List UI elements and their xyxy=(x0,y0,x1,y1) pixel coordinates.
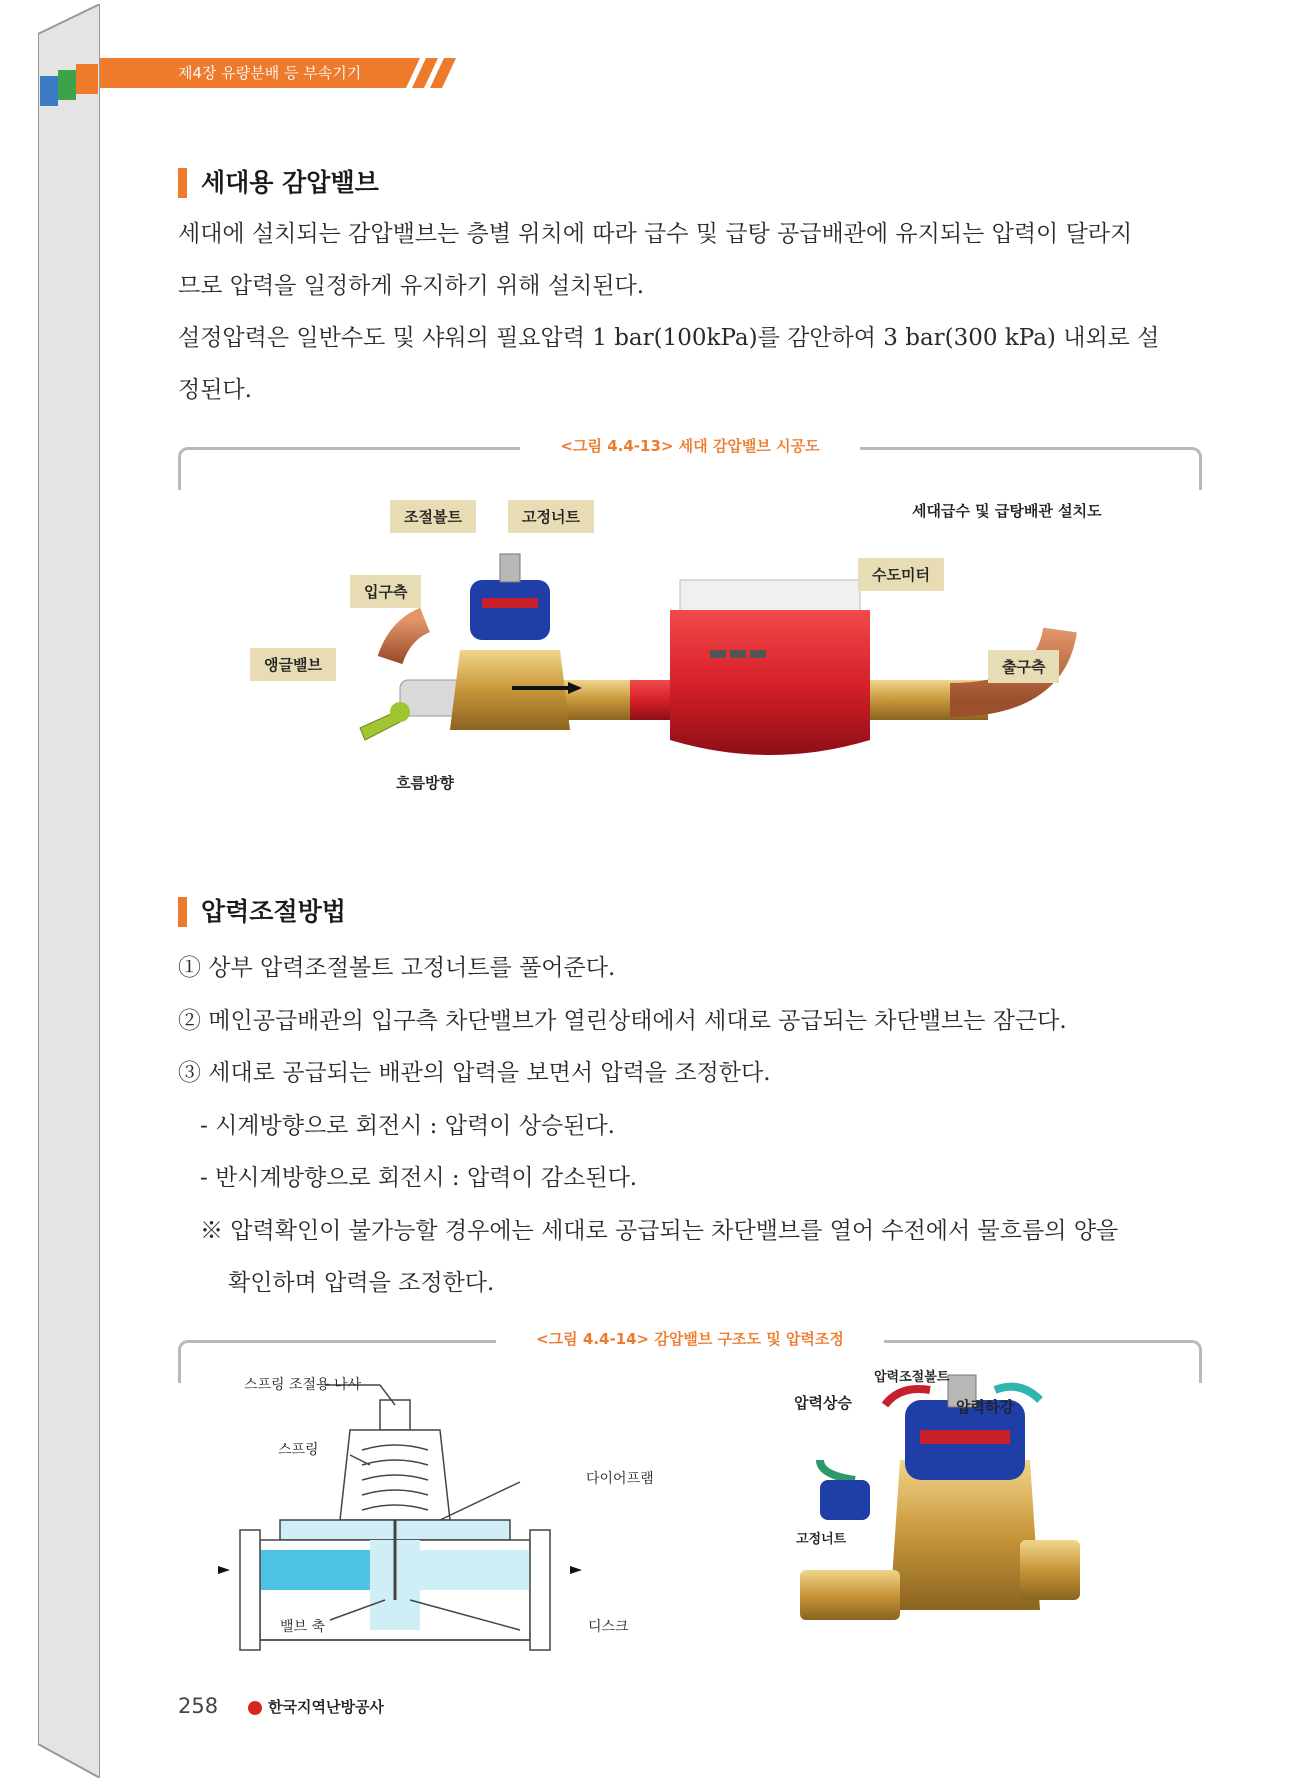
figure1-frame xyxy=(178,437,1202,490)
logo-mark-icon xyxy=(248,1701,262,1715)
list-item: ② 메인공급배관의 입구측 차단밸브가 열린상태에서 세대로 공급되는 차단밸브는 잠근다. xyxy=(178,1007,1067,1034)
list-item: ③ 세대로 공급되는 배관의 압력을 보면서 압력을 조정한다. xyxy=(178,1060,771,1086)
list-item: - 반시계방향으로 회전시 : 압력이 감소된다. xyxy=(200,1165,638,1191)
callout-angle-valve: 앵글밸브 xyxy=(250,648,336,681)
label-pressure-bolt: 압력조절볼트 xyxy=(874,1370,950,1385)
label-spring-screw: 스프링 조절용 나사 xyxy=(244,1377,362,1393)
paragraph-line: 므로 압력을 일정하게 유지하기 위해 설치된다. xyxy=(178,273,645,299)
label-flow-direction: 흐름방향 xyxy=(396,774,454,792)
label-diaphragm: 다이어프램 xyxy=(586,1471,654,1487)
callout-water-meter: 수도미터 xyxy=(858,558,944,591)
label-disc: 디스크 xyxy=(588,1619,629,1635)
paragraph-line: 세대에 설치되는 감압밸브는 층별 위치에 따라 급수 및 급탕 공급배관에 유지되는 압력이 달라지 xyxy=(178,221,1133,247)
label-pressure-up: 압력상승 xyxy=(794,1394,852,1412)
adjust-steps-list xyxy=(178,942,1208,1310)
paragraph-line: 정된다. xyxy=(178,377,252,403)
chapter-header xyxy=(100,58,400,88)
pressure-adjust-illustration xyxy=(780,1370,1110,1670)
callout-outlet: 출구측 xyxy=(988,650,1059,683)
label-pressure-down: 압력하강 xyxy=(956,1398,1014,1416)
valve-cross-section-diagram xyxy=(190,1370,750,1670)
paragraph-line: 설정압력은 일반수도 및 샤워의 필요압력 1 bar(100kPa)를 감안하여 3 bar(300 kPa) 내외로 설 xyxy=(178,325,1160,351)
book-edge xyxy=(38,4,102,1778)
list-item: 확인하며 압력을 조정한다. xyxy=(228,1270,495,1296)
callout-adjust-bolt: 조절볼트 xyxy=(390,500,476,533)
org-name: 한국지역난방공사 xyxy=(268,1698,384,1716)
org-logo xyxy=(248,1696,384,1717)
section-title-pressure-adjust: 압력조절방법 xyxy=(178,897,346,927)
callout-inlet: 입구측 xyxy=(350,575,421,608)
section1-paragraph xyxy=(178,208,1198,416)
section-title-pressure-valve: 세대용 감압밸브 xyxy=(178,168,379,198)
label-valve-stem: 밸브 축 xyxy=(280,1619,326,1635)
label-lock-nut-2: 고정너트 xyxy=(796,1532,847,1547)
page xyxy=(100,0,1297,1778)
label-spring: 스프링 xyxy=(278,1442,319,1458)
list-item: ① 상부 압력조절볼트 고정너트를 풀어준다. xyxy=(178,955,616,981)
page-number: 258 xyxy=(178,1694,219,1718)
figure2-caption: <그림 4.4-14> 감압밸브 구조도 및 압력조정 xyxy=(496,1330,884,1348)
chapter-title: 제4장 유량분배 등 부속기기 xyxy=(178,64,362,82)
callout-lock-nut: 고정너트 xyxy=(508,500,594,533)
header-stripes-icon xyxy=(398,58,478,88)
list-item: ※ 압력확인이 불가능할 경우에는 세대로 공급되는 차단밸브를 열어 수전에서 물흐름의 양을 xyxy=(200,1217,1119,1244)
figure1-caption: <그림 4.4-13> 세대 감압밸브 시공도 xyxy=(520,437,859,455)
figure1-subtitle: 세대급수 및 급탕배관 설치도 xyxy=(912,502,1102,520)
list-item: - 시계방향으로 회전시 : 압력이 상승된다. xyxy=(200,1112,615,1139)
